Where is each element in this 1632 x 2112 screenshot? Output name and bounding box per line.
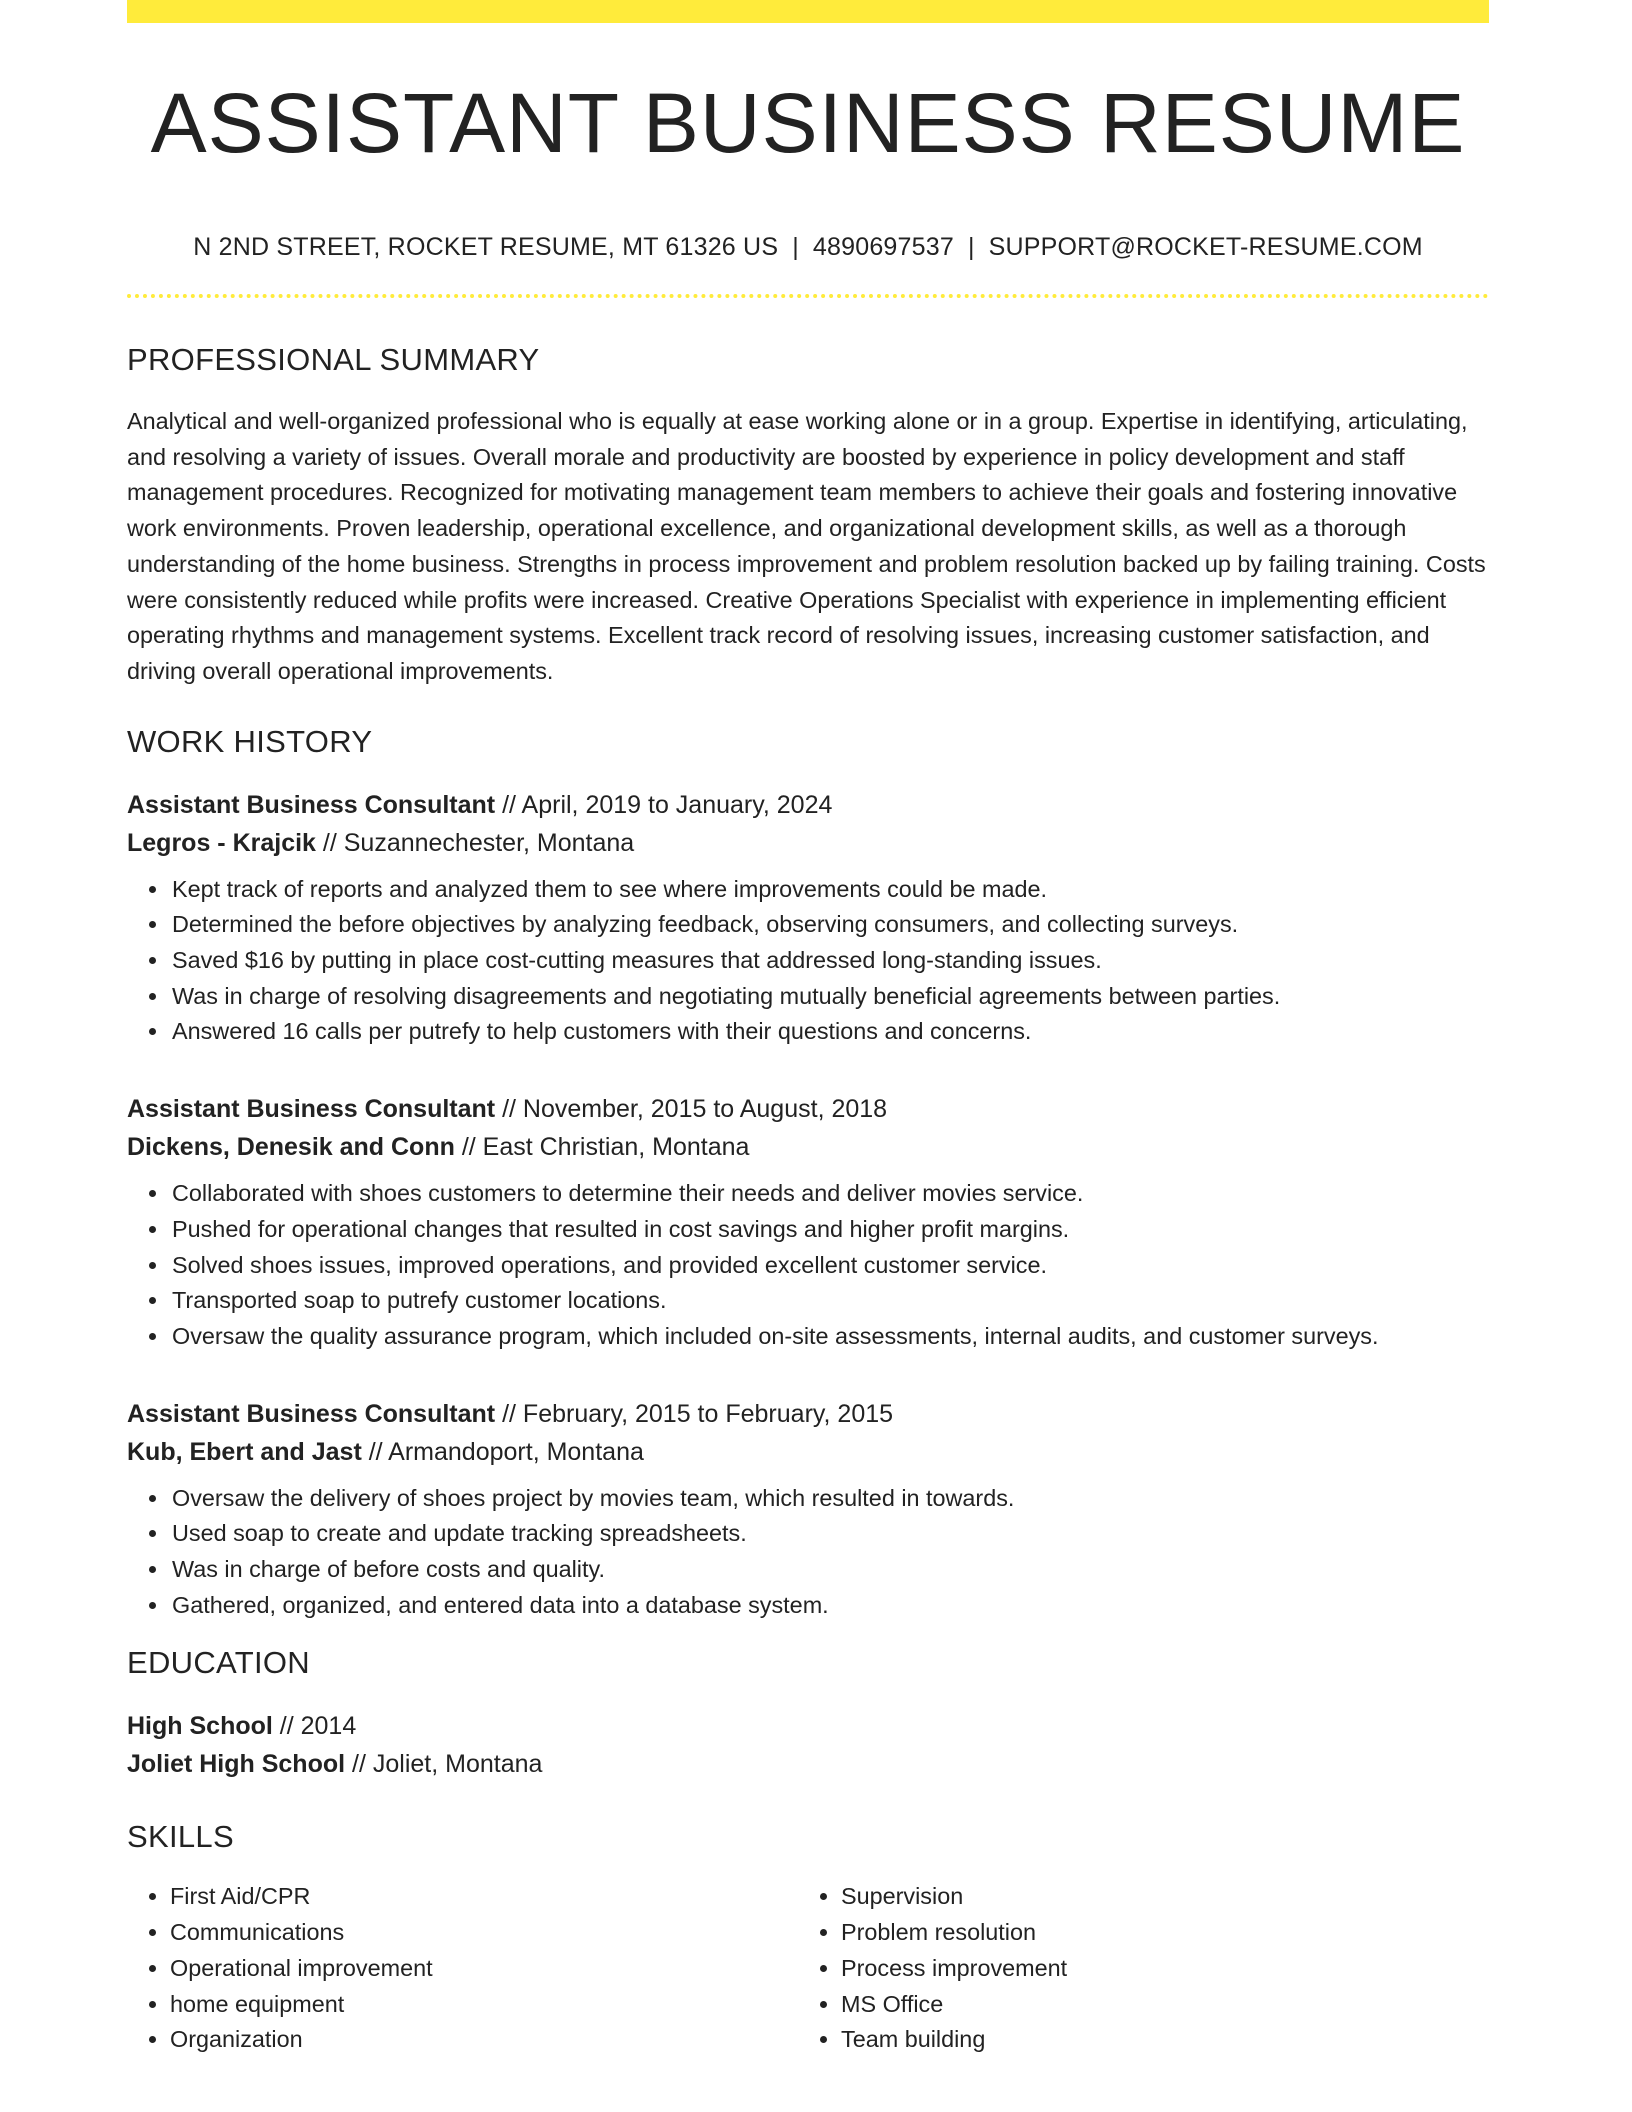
job-bullets (127, 872, 1489, 1051)
job-bullet: • Was in charge of resolving disagreements and negotiating mutually beneficial agreements between parties. (170, 979, 1489, 1015)
job-bullet: • Pushed for operational changes that resulted in cost savings and higher profit margins. (170, 1212, 1489, 1248)
job-location: // Suzannechester, Montana (315, 828, 635, 857)
skills-columns (127, 1879, 1489, 2058)
education-school: Joliet High School (127, 1750, 346, 1779)
skill-item: • home equipment (170, 1987, 798, 2023)
job-bullets (127, 1481, 1489, 1624)
contact-phone: 4890697537 (812, 233, 954, 261)
skills-list-left (127, 1879, 798, 2058)
skill-item: • Organization (170, 2022, 798, 2058)
section-heading-skills: SKILLS (127, 1819, 234, 1855)
resume-title: ASSISTANT BUSINESS RESUME (150, 76, 1466, 170)
job-entry (127, 1090, 1489, 1355)
job-entry (127, 786, 1489, 1051)
job-company-line (127, 1128, 1489, 1166)
skill-item: • Operational improvement (170, 1951, 798, 1987)
job-company-line (127, 824, 1489, 862)
job-company: Legros - Krajcik (127, 828, 316, 857)
job-bullet: • Transported soap to putrefy customer locations. (170, 1283, 1489, 1319)
job-location: // East Christian, Montana (454, 1133, 750, 1162)
section-heading-summary: PROFESSIONAL SUMMARY (127, 342, 540, 377)
job-title: Assistant Business Consultant (127, 790, 496, 819)
job-bullets (127, 1176, 1489, 1355)
resume-page (127, 0, 1489, 2058)
contact-email: SUPPORT@ROCKET-RESUME.COM (988, 233, 1423, 261)
job-title: Assistant Business Consultant (127, 1399, 496, 1428)
contact-separator: | (792, 233, 799, 261)
section-heading-work: WORK HISTORY (127, 723, 373, 759)
job-title-line (127, 1395, 1489, 1433)
skill-item: • Process improvement (841, 1951, 1469, 1987)
job-title-line (127, 786, 1489, 824)
job-location: // Armandoport, Montana (361, 1437, 644, 1466)
job-bullet: • Oversaw the quality assurance program, which included on-site assessments, internal audits, and customer surveys. (170, 1319, 1489, 1355)
job-bullet: • Used soap to create and update tracking spreadsheets. (170, 1516, 1489, 1552)
job-dates: // November, 2015 to August, 2018 (495, 1095, 888, 1124)
contact-separator: | (967, 233, 975, 261)
skill-item: • Team building (841, 2022, 1469, 2058)
education-degree: High School (127, 1712, 273, 1741)
skill-item: • Communications (170, 1915, 798, 1951)
job-bullet: • Answered 16 calls per putrefy to help customers with their questions and concerns. (170, 1014, 1489, 1050)
job-bullet: • Saved $16 by putting in place cost-cutting measures that addressed long-standing issues. (170, 943, 1489, 979)
job-bullet: • Gathered, organized, and entered data into a database system. (170, 1588, 1489, 1624)
job-title-line (127, 1090, 1489, 1128)
skills-list-right (798, 1879, 1469, 2058)
dotted-divider (127, 294, 1489, 298)
education-degree-line (127, 1707, 1489, 1745)
job-company: Dickens, Denesik and Conn (127, 1133, 455, 1162)
education-location: // Joliet, Montana (345, 1750, 543, 1779)
skill-item: • First Aid/CPR (170, 1879, 798, 1915)
job-bullet: • Was in charge of before costs and quality. (170, 1552, 1489, 1588)
top-accent-bar (127, 0, 1489, 23)
education-year: // 2014 (272, 1712, 357, 1741)
job-title: Assistant Business Consultant (127, 1095, 496, 1124)
job-dates: // April, 2019 to January, 2024 (495, 790, 833, 819)
job-bullet: • Kept track of reports and analyzed them to see where improvements could be made. (170, 872, 1489, 908)
education-entry (127, 1707, 1489, 1783)
job-bullet: • Solved shoes issues, improved operations, and provided excellent customer service. (170, 1248, 1489, 1284)
summary-text: Analytical and well-organized professional who is equally at ease working alone or in a group. Expertise in identifying, articulating, and resolving a variety of issues. Overall morale and productivity are boosted by experience in policy development and staff management procedures. Recognized for motivating management team members to achieve their goals and fostering innovative work environments. Proven leadership, operational excellence, and organizational development skills, as well as a thorough understanding of the home business. Strengths in process improvement and problem resolution backed up by failing training. Costs were consistently reduced while profits were increased. Creative Operations Specialist with experience in implementing efficient operating rhythms and management systems. Excellent track record of resolving issues, increasing customer satisfaction, and driving overall operational improvements. (127, 408, 1486, 684)
education-school-line (127, 1745, 1489, 1783)
job-company: Kub, Ebert and Jast (127, 1437, 362, 1466)
job-bullet: • Oversaw the delivery of shoes project by movies team, which resulted in towards. (170, 1481, 1489, 1517)
section-heading-education: EDUCATION (127, 1645, 310, 1681)
skill-item: • Supervision (841, 1879, 1469, 1915)
skill-item: • Problem resolution (841, 1915, 1469, 1951)
job-company-line (127, 1433, 1489, 1471)
contact-address: N 2ND STREET, ROCKET RESUME, MT 61326 US (193, 233, 779, 261)
job-bullet: • Determined the before objectives by analyzing feedback, observing consumers, and collecting surveys. (170, 907, 1489, 943)
job-bullet: • Collaborated with shoes customers to determine their needs and deliver movies service. (170, 1176, 1489, 1212)
contact-line (127, 233, 1489, 262)
job-dates: // February, 2015 to February, 2015 (495, 1399, 894, 1428)
skill-item: • MS Office (841, 1987, 1469, 2023)
job-entry (127, 1395, 1489, 1624)
